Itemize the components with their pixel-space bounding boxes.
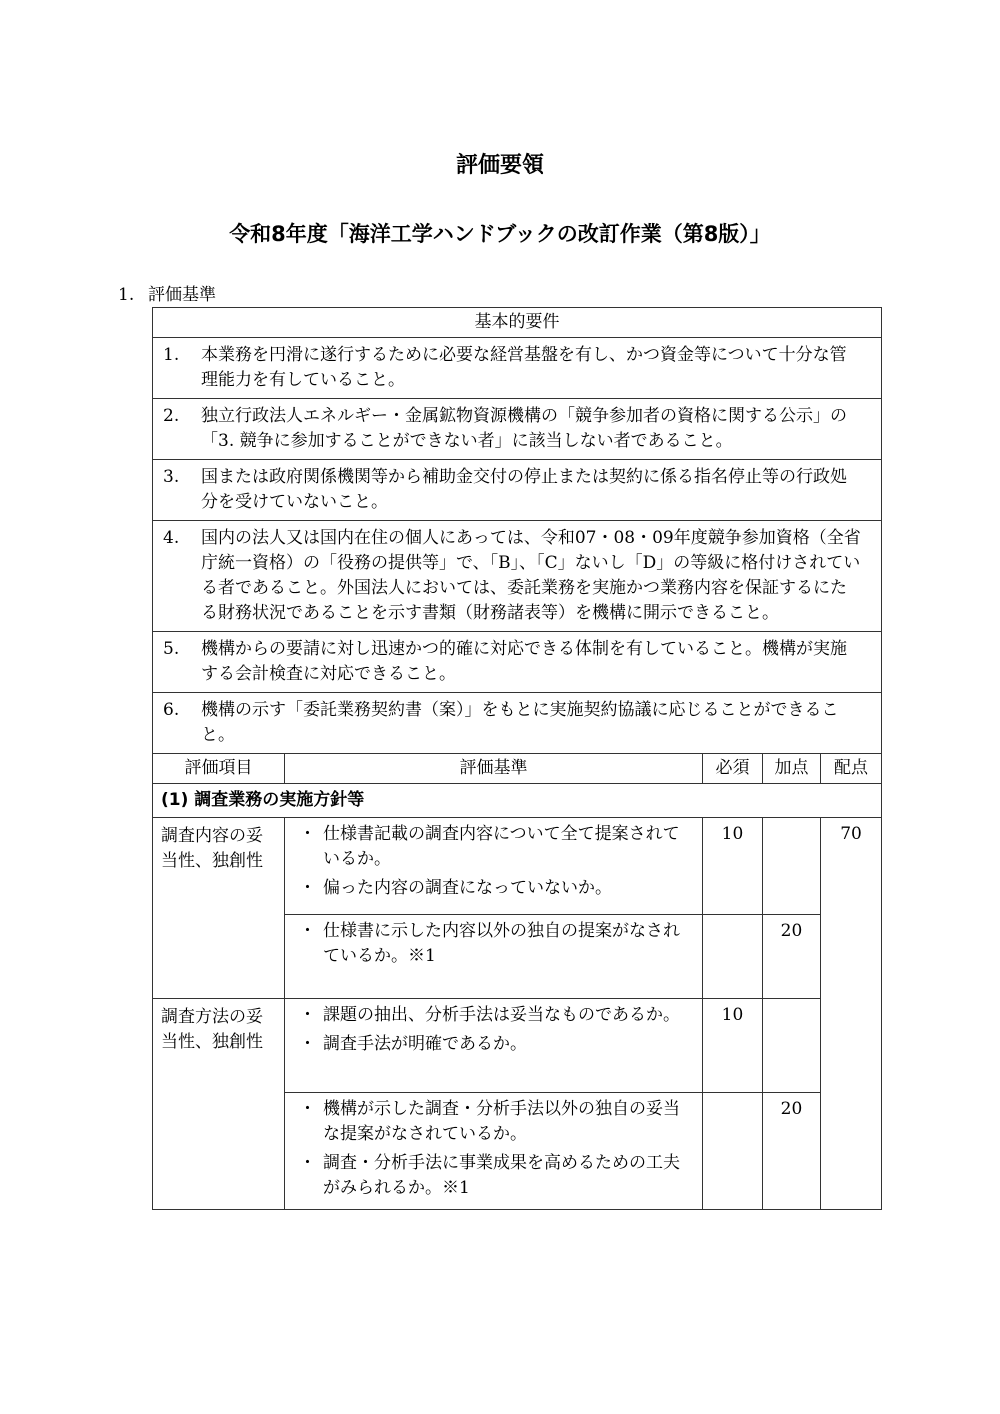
section-number: 1.: [118, 285, 135, 305]
required-points: [703, 915, 763, 999]
eval-header-row: [153, 754, 882, 784]
bullet: ・: [299, 1153, 316, 1173]
section-label: 評価基準: [148, 285, 216, 305]
bullet: ・: [299, 921, 316, 941]
eval-section-title: (1) 調査業務の実施方針等: [153, 784, 882, 818]
requirement-number: 6.: [163, 700, 180, 720]
bonus-points: 20: [763, 915, 821, 999]
eval-item: 調査方法の妥当性、独創性: [153, 999, 285, 1210]
requirement-number: 2.: [163, 406, 180, 426]
requirement-text: 機構からの要請に対し迅速かつ的確に対応できる体制を有していること。機構が実施する会計検査に対応できること。: [201, 639, 847, 684]
eval-row: [153, 818, 882, 915]
requirement-row: [153, 632, 882, 693]
header-criteria: 評価基準: [285, 754, 703, 784]
required-points: 10: [703, 999, 763, 1093]
document-title: 評価要領: [455, 153, 544, 178]
criteria-text: 機構が示した調査・分析手法以外の独自の妥当な提案がなされているか。: [323, 1099, 680, 1144]
requirement-number: 1.: [163, 345, 180, 365]
bonus-points: [763, 999, 821, 1093]
requirement-text: 本業務を円滑に遂行するために必要な経営基盤を有し、かつ資金等について十分な管理能力を有していること。: [201, 345, 847, 390]
bonus-points: [763, 818, 821, 915]
eval-criteria: [285, 818, 703, 915]
eval-criteria: [285, 999, 703, 1093]
evaluation-table: [152, 307, 882, 1210]
eval-item: 調査内容の妥当性、独創性: [153, 818, 285, 999]
criteria-text: 偏った内容の調査になっていないか。: [323, 878, 612, 898]
required-points: 10: [703, 818, 763, 915]
requirement-text: 国または政府関係機関等から補助金交付の停止または契約に係る指名停止等の行政処分を受けていないこと。: [201, 467, 847, 512]
eval-row: [153, 999, 882, 1093]
requirement-text: 機構の示す「委託業務契約書（案）」をもとに実施契約協議に応じることができること。: [201, 700, 839, 745]
requirement-row: [153, 338, 882, 399]
header-allocation: 配点: [821, 754, 882, 784]
requirement-number: 5.: [163, 639, 180, 659]
requirement-row: [153, 521, 882, 632]
requirement-text: 国内の法人又は国内在住の個人にあっては、令和07・08・09年度競争参加資格（全省庁統一資格）の「役務の提供等」で、「B」、「C」ないし「D」の等級に格付けされている者であること。外国法人においては、委託業務を実施かつ業務内容を保証するにたる財務状況であることを示す書類（財務諸表等）を機構に開示できること。: [201, 528, 861, 623]
bullet: ・: [299, 824, 316, 844]
requirement-text: 独立行政法人エネルギー・金属鉱物資源機構の「競争参加者の資格に関する公示」の「3. 競争に参加することができない者」に該当しない者であること。: [201, 406, 847, 451]
requirement-number: 4.: [163, 528, 180, 548]
allocation-points: 70: [821, 818, 882, 1210]
bonus-points: 20: [763, 1093, 821, 1210]
document-subtitle: 令和8年度「海洋工学ハンドブックの改訂作業（第8版）」: [229, 222, 771, 246]
requirement-row: [153, 460, 882, 521]
requirement-number: 3.: [163, 467, 180, 487]
header-item: 評価項目: [153, 754, 285, 784]
eval-criteria: [285, 1093, 703, 1210]
bullet: ・: [299, 1099, 316, 1119]
requirement-row: [153, 693, 882, 754]
required-points: [703, 1093, 763, 1210]
criteria-text: 調査・分析手法に事業成果を高めるための工夫がみられるか。※1: [323, 1153, 680, 1198]
header-bonus: 加点: [763, 754, 821, 784]
criteria-text: 課題の抽出、分析手法は妥当なものであるか。: [323, 1005, 680, 1025]
requirement-row: [153, 399, 882, 460]
header-required: 必須: [703, 754, 763, 784]
basic-requirements-header: 基本的要件: [153, 308, 882, 338]
eval-criteria: [285, 915, 703, 999]
bullet: ・: [299, 1005, 316, 1025]
section-heading: [118, 280, 216, 305]
bullet: ・: [299, 1034, 316, 1054]
criteria-text: 調査手法が明確であるか。: [323, 1034, 527, 1054]
criteria-text: 仕様書に示した内容以外の独自の提案がなされているか。※1: [323, 921, 680, 966]
criteria-text: 仕様書記載の調査内容について全て提案されているか。: [323, 824, 680, 869]
bullet: ・: [299, 878, 316, 898]
